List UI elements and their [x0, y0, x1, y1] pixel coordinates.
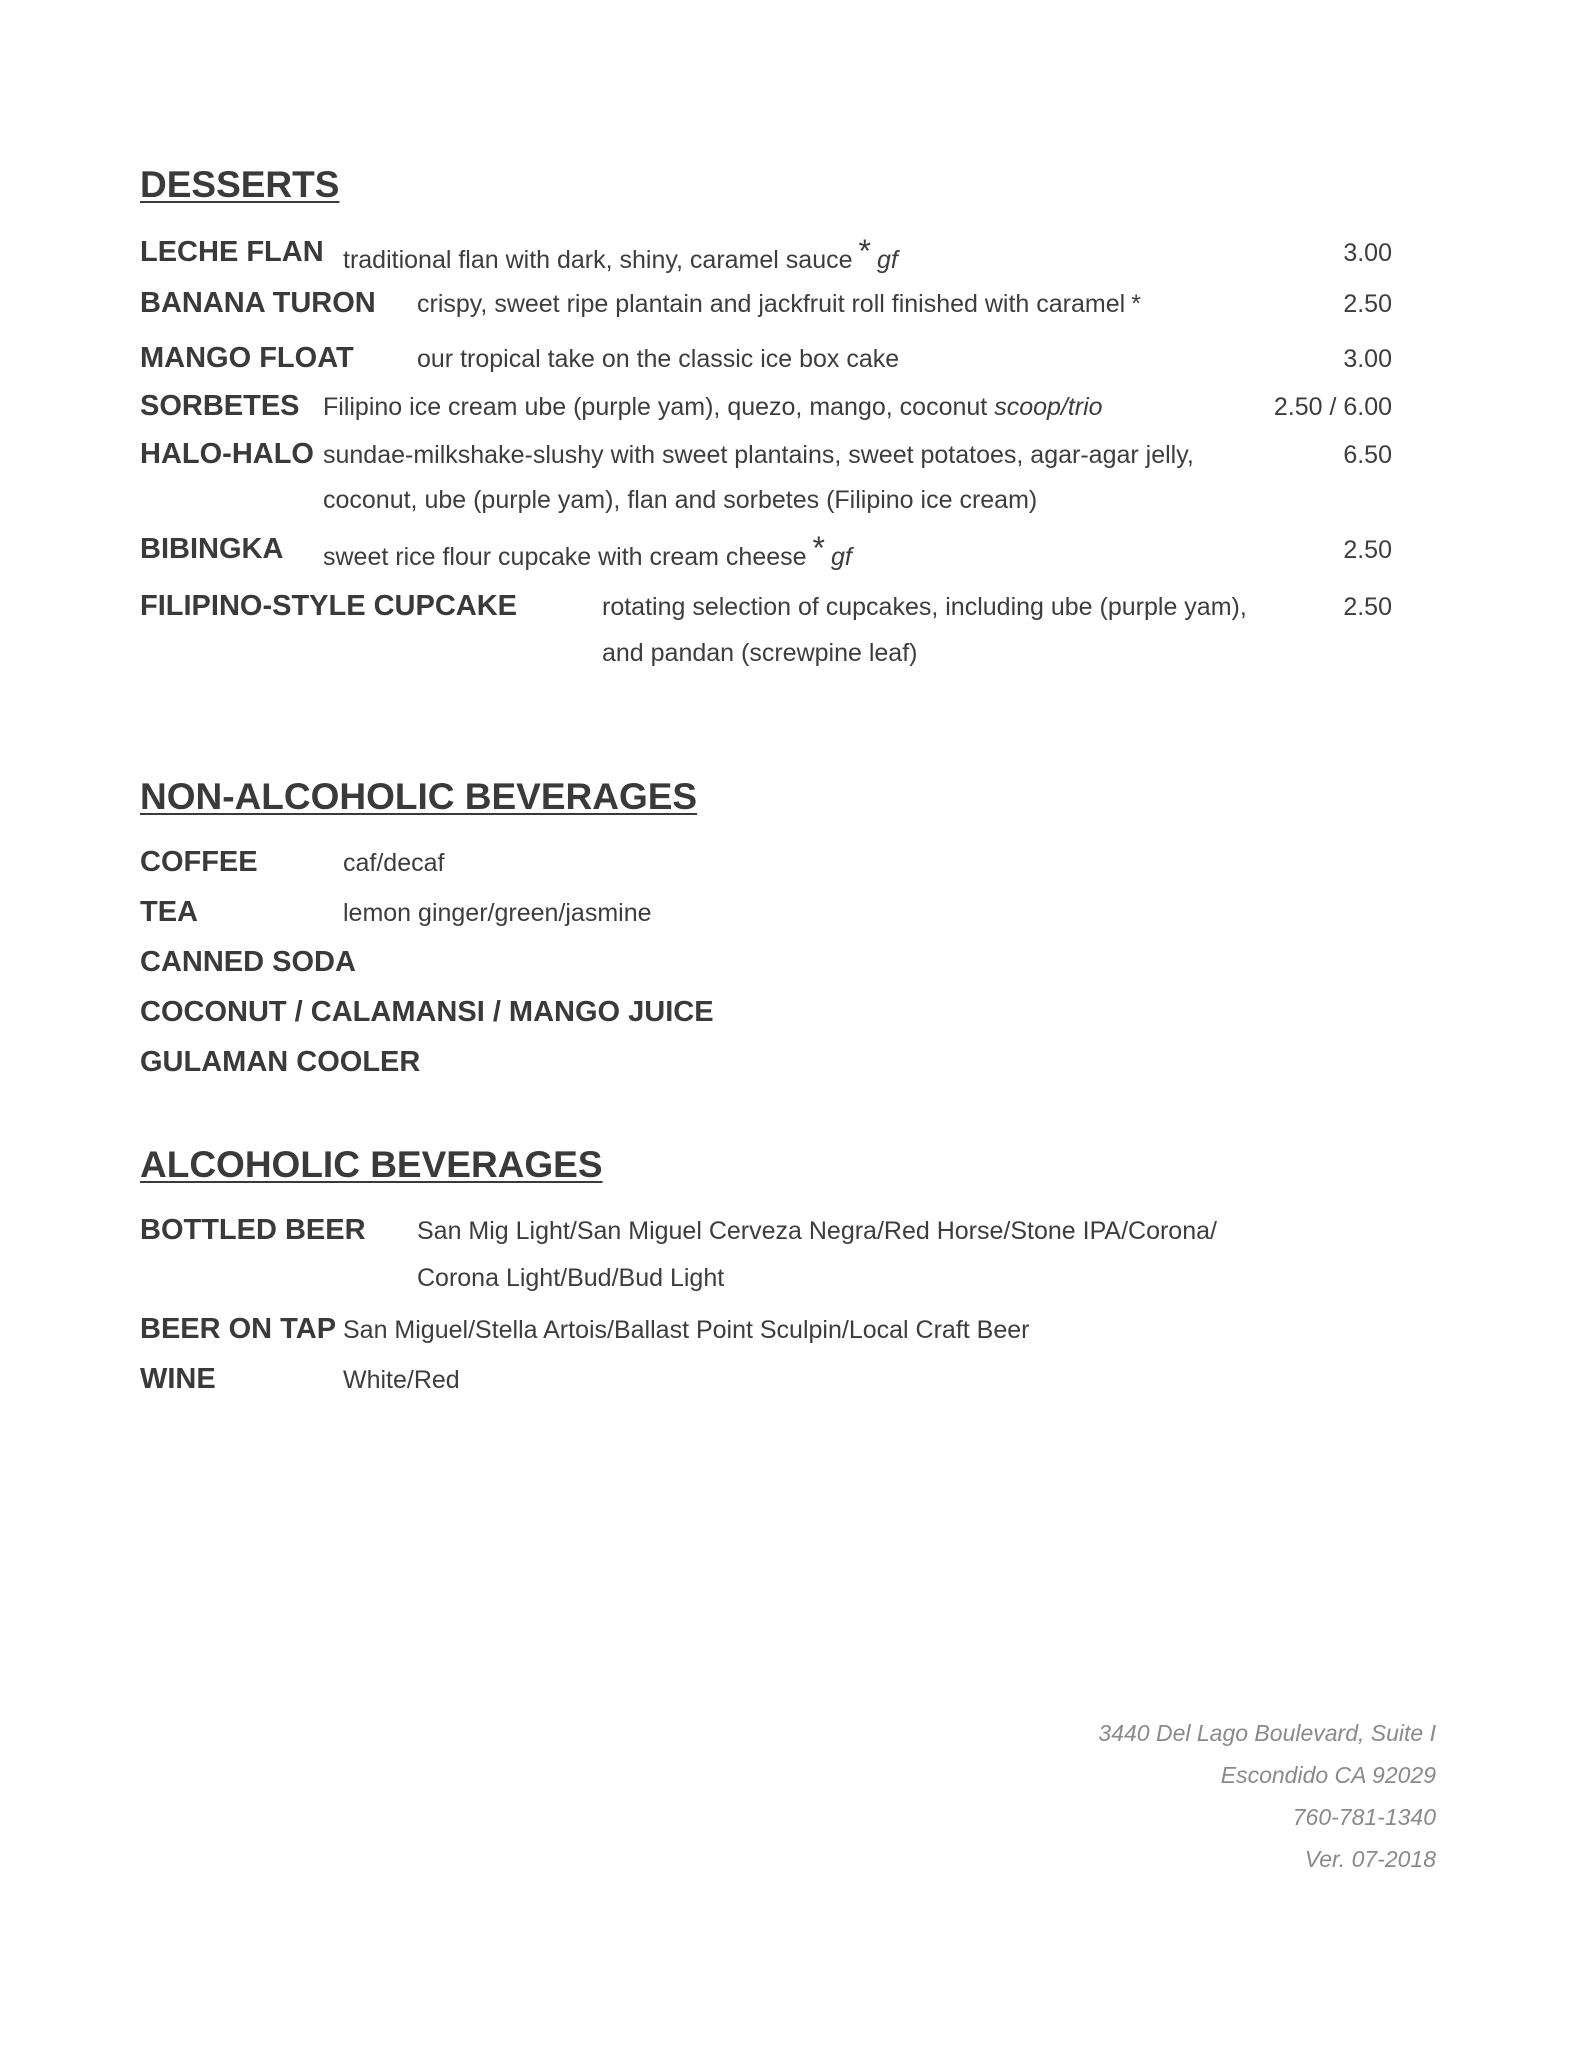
canned-soda-name: CANNED SODA [140, 946, 356, 978]
coffee-desc: caf/decaf [343, 849, 445, 877]
cupcake-desc-line2: and pandan (screwpine leaf) [602, 639, 918, 667]
mango-float-desc: our tropical take on the classic ice box cake [417, 345, 900, 373]
cupcake-name: FILIPINO-STYLE CUPCAKE [140, 590, 518, 622]
mango-float-name: MANGO FLOAT [140, 342, 354, 374]
halo-halo-desc: sundae-milkshake-slushy with sweet plantains, sweet potatoes, agar-agar jelly, [323, 441, 1194, 469]
banana-turon-desc-text: crispy, sweet ripe plantain and jackfruit roll finished with caramel [417, 290, 1126, 318]
bottled-beer-desc-line2: Corona Light/Bud/Bud Light [417, 1264, 725, 1292]
sorbetes-price: 2.50 / 6.00 [1273, 393, 1392, 421]
leche-flan-star: * [858, 233, 871, 269]
footer-address-line2: Escondido CA 92029 [1220, 1762, 1436, 1788]
bottled-beer-name: BOTTLED BEER [140, 1214, 366, 1246]
sorbetes-desc-text: Filipino ice cream ube (purple yam), quezo, mango, coconut [323, 393, 988, 421]
footer-address-line1: 3440 Del Lago Boulevard, Suite I [1098, 1720, 1436, 1746]
sorbetes-name: SORBETES [140, 390, 300, 422]
bibingka-desc-text: sweet rice flour cupcake with cream cheese [323, 543, 807, 571]
banana-turon-star: * [1131, 290, 1141, 318]
halo-halo-price: 6.50 [1343, 441, 1392, 469]
sorbetes-tag: scoop/trio [994, 393, 1103, 421]
sorbetes-desc [323, 393, 1103, 422]
bottled-beer-desc: San Mig Light/San Miguel Cerveza Negra/Red Horse/Stone IPA/Corona/ [417, 1217, 1217, 1245]
bibingka-desc [323, 530, 852, 573]
cupcake-desc: rotating selection of cupcakes, including ube (purple yam), [602, 593, 1247, 621]
cupcake-price: 2.50 [1343, 593, 1392, 621]
alcoholic-heading: ALCOHOLIC BEVERAGES [140, 1144, 603, 1185]
beer-on-tap-name: BEER ON TAP [140, 1313, 337, 1345]
leche-flan-price: 3.00 [1343, 239, 1392, 267]
bibingka-name: BIBINGKA [140, 533, 284, 565]
leche-flan-desc-text: traditional flan with dark, shiny, caramel sauce [343, 246, 853, 274]
juice-name: COCONUT / CALAMANSI / MANGO JUICE [140, 996, 714, 1028]
bibingka-tag: gf [831, 543, 852, 571]
desserts-heading: DESSERTS [140, 164, 340, 205]
non-alcoholic-heading: NON-ALCOHOLIC BEVERAGES [140, 776, 698, 817]
footer-version: Ver. 07-2018 [1304, 1846, 1436, 1872]
banana-turon-desc [417, 290, 1147, 319]
wine-name: WINE [140, 1363, 216, 1395]
leche-flan-name: LECHE FLAN [140, 236, 324, 268]
halo-halo-name: HALO-HALO [140, 438, 314, 470]
leche-flan-tag: gf [876, 246, 898, 274]
mango-float-price: 3.00 [1343, 345, 1392, 373]
beer-on-tap-desc: San Miguel/Stella Artois/Ballast Point Sculpin/Local Craft Beer [343, 1316, 1030, 1344]
bibingka-price: 2.50 [1343, 536, 1392, 564]
halo-halo-desc-line2: coconut, ube (purple yam), flan and sorbetes (Filipino ice cream) [323, 486, 1038, 514]
wine-desc: White/Red [343, 1366, 460, 1394]
banana-turon-price: 2.50 [1343, 290, 1392, 318]
tea-desc: lemon ginger/green/jasmine [343, 899, 652, 927]
footer-phone: 760-781-1340 [1292, 1804, 1436, 1830]
coffee-name: COFFEE [140, 846, 258, 878]
banana-turon-name: BANANA TURON [140, 287, 376, 319]
tea-name: TEA [140, 896, 198, 928]
gulaman-cooler-name: GULAMAN COOLER [140, 1046, 421, 1078]
leche-flan-desc [343, 233, 898, 276]
bibingka-star: * [812, 530, 825, 566]
